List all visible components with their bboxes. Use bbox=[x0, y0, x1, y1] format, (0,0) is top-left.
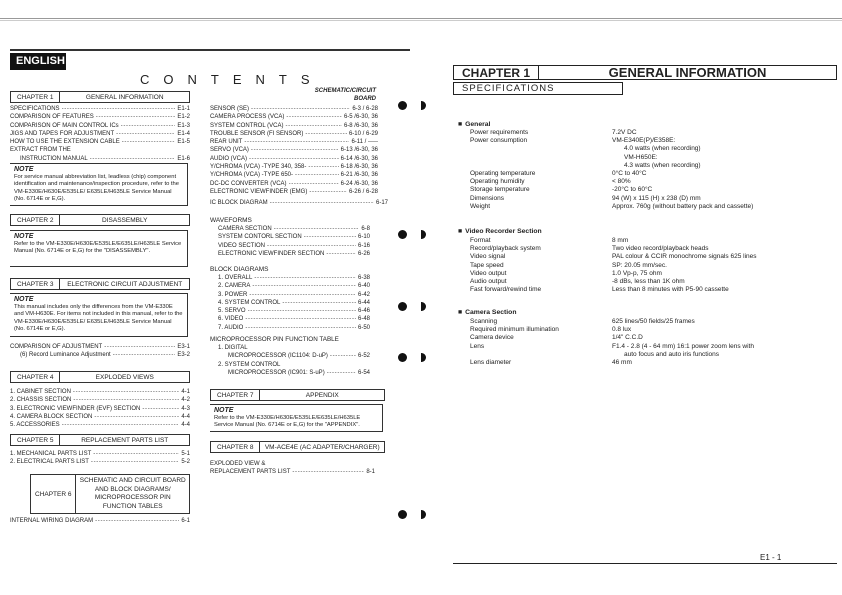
entry-title: MICROPROCESSOR (IC901: S-uP) bbox=[228, 369, 325, 376]
toc-row bbox=[218, 369, 370, 377]
entry-title: INSTRUCTION MANUAL bbox=[20, 155, 88, 162]
entry-title: 3. ELECTRONIC VIEWFINDER (EVF) SECTION bbox=[10, 405, 141, 412]
toc-row bbox=[218, 307, 370, 315]
spec-value: 4.0 watts (when recording) bbox=[624, 145, 701, 153]
entry-title: HOW TO USE THE EXTENSION CABLE bbox=[10, 139, 120, 146]
entry-page: 6-11 / ----- bbox=[351, 139, 378, 146]
binder-hole bbox=[398, 230, 407, 239]
spec-value: Less than 8 minutes with P5-90 cassette bbox=[612, 286, 729, 294]
entry-title: 7. AUDIO bbox=[218, 324, 244, 331]
toc-row bbox=[10, 351, 190, 359]
toc-row bbox=[210, 468, 375, 476]
entry-title: 2. CHASSIS SECTION bbox=[10, 397, 72, 404]
entry-title: COMPARISON OF ADJUSTMENT bbox=[10, 344, 103, 350]
entry-page: 6-50 bbox=[357, 324, 370, 331]
toc-row bbox=[218, 352, 370, 360]
note-heading: NOTE bbox=[14, 296, 34, 303]
toc-row bbox=[218, 250, 370, 258]
chapter-5-header bbox=[10, 434, 190, 446]
spec-label: Tape speed bbox=[470, 261, 504, 269]
toc-row bbox=[10, 122, 190, 130]
spec-row bbox=[470, 334, 830, 342]
entry-page: 6-21 /6-30, 36 bbox=[340, 172, 378, 179]
toc-row bbox=[218, 361, 370, 369]
spec-value: -20°C to 60°C bbox=[612, 186, 653, 194]
spec-label: Scanning bbox=[470, 318, 498, 325]
spec-value: F1.4 - 2.8 (4 - 64 mm) 16:1 power zoom lens with bbox=[612, 342, 754, 350]
chapter-number: CHAPTER 2 bbox=[11, 215, 60, 225]
toc-row bbox=[218, 344, 370, 352]
spec-label: Operating temperature bbox=[470, 170, 536, 178]
entry-title: (6) Record Luminance Adjustment bbox=[20, 352, 111, 359]
note-text: This manual includes only the differences from the VM-E330E and VM-H630E. For items not included in this manual, refer to the VM-E330E/H630E/E535LE/ E635LE/H635LE Service Manual (No. 6714E or E,G). bbox=[14, 303, 183, 333]
entry-title: 5. ACCESSORIES bbox=[10, 422, 60, 429]
note-text: For service manual abbreviation list, leadless (chip) component identification and maintenance/inspection procedure, refer to the VM-E330E/H630E/E535LE/ E635LE/H635LE Service Manual (No. 6714E or E,G). bbox=[14, 173, 179, 203]
spec-row bbox=[470, 253, 830, 261]
entry-title: 4. SYSTEM CONTROL bbox=[218, 299, 281, 306]
schematic-list bbox=[210, 105, 378, 196]
spec-value: 0°C to 40°C bbox=[612, 170, 647, 178]
entry-page: 6-8 /6-30, 36 bbox=[343, 122, 378, 129]
binder-hole bbox=[421, 510, 426, 519]
spec-row bbox=[470, 326, 830, 334]
contents-title: CONTENTS bbox=[140, 72, 324, 87]
entry-title: COMPARISON OF MAIN CONTROL ICs bbox=[10, 122, 119, 129]
entry-title: ELECTRONIC VIEWFINDER (EMG) bbox=[210, 188, 308, 195]
chapter-3-header bbox=[10, 278, 190, 290]
chapter-number: CHAPTER 5 bbox=[11, 435, 60, 445]
entry-title: CAMERA SECTION bbox=[218, 226, 272, 232]
entry-page: 6-13 /6-30, 36 bbox=[340, 147, 378, 154]
toc-row bbox=[10, 155, 190, 163]
spec-label: Record/playback system bbox=[470, 245, 541, 253]
note-heading: NOTE bbox=[14, 233, 34, 240]
entry-page: 4-2 bbox=[181, 397, 190, 404]
entry-page: 6-18 /6-30, 36 bbox=[340, 164, 378, 171]
toc-row bbox=[210, 122, 378, 130]
entry-page: 6-1 bbox=[181, 518, 190, 524]
spec-value: -8 dBs, less than 1K ohm bbox=[612, 278, 685, 286]
chapter-title-line: FUNCTION TABLES bbox=[102, 502, 163, 510]
toc-row bbox=[210, 146, 378, 154]
entry-page: 6-10 / 6-29 bbox=[348, 130, 378, 137]
entry-title: 2. ELECTRICAL PARTS LIST bbox=[10, 459, 89, 466]
toc-row bbox=[218, 233, 370, 241]
language-badge: ENGLISH bbox=[10, 53, 66, 70]
entry-title: JIGS AND TAPES FOR ADJUSTMENT bbox=[10, 130, 115, 137]
chapter-2-header bbox=[10, 214, 190, 226]
chapter-6-title bbox=[76, 475, 189, 513]
spec-row bbox=[470, 203, 830, 211]
entry-title: VIDEO SECTION bbox=[218, 242, 266, 249]
entry-page: E3-1 bbox=[177, 344, 190, 350]
toc-row bbox=[218, 242, 370, 250]
chapter-title: DISASSEMBLY bbox=[102, 216, 148, 224]
top-rule bbox=[0, 18, 842, 19]
toc-row bbox=[10, 105, 190, 113]
spec-value: 46 mm bbox=[612, 359, 632, 367]
chapter-title: APPENDIX bbox=[305, 391, 339, 399]
note-chapter-7 bbox=[210, 404, 383, 432]
entry-title: SERVO (VCA) bbox=[210, 147, 249, 154]
spec-label: Lens diameter bbox=[470, 359, 512, 367]
entry-page: 6-38 bbox=[357, 275, 370, 281]
entry-page: 4-4 bbox=[181, 422, 190, 429]
note-chapter-2 bbox=[10, 230, 188, 267]
spec-label bbox=[470, 154, 612, 162]
toc-row bbox=[10, 388, 190, 396]
entry-page: 6-46 bbox=[357, 308, 370, 315]
toc-row bbox=[10, 405, 190, 413]
toc-row bbox=[10, 413, 190, 421]
spec-value: 94 (W) x 115 (H) x 238 (D) mm bbox=[612, 194, 701, 202]
entry-page: 6-16 bbox=[357, 242, 370, 249]
entry-title: 1. MECHANICAL PARTS LIST bbox=[10, 451, 92, 457]
binder-hole bbox=[421, 230, 426, 239]
waveforms-title: WAVEFORMS bbox=[210, 217, 252, 224]
chapter-8-list bbox=[210, 460, 375, 477]
spec-row bbox=[470, 262, 830, 270]
toc-row bbox=[10, 146, 190, 154]
chapter-6-header bbox=[30, 474, 190, 514]
toc-row bbox=[210, 171, 378, 179]
entry-page: E1-1 bbox=[177, 106, 190, 112]
spec-label: Fast forward/rewind time bbox=[470, 286, 542, 294]
binder-hole bbox=[398, 353, 407, 362]
spec-label: Lens bbox=[470, 342, 485, 350]
chapter-title: VM-ACE4E (AC ADAPTER/CHARGER) bbox=[264, 443, 380, 451]
entry-title: Y/CHROMA (VCA) -TYPE 340, 358- bbox=[210, 164, 307, 171]
toc-row bbox=[210, 188, 378, 196]
chapter-number: CHAPTER 4 bbox=[11, 372, 60, 382]
chapter-title: GENERAL INFORMATION bbox=[85, 93, 164, 101]
spec-value: 1.0 Vp-p, 75 ohm bbox=[612, 269, 662, 277]
micro-title: MICROPROCESSOR PIN FUNCTION TABLE bbox=[210, 336, 339, 343]
entry-title: 2. CAMERA bbox=[218, 283, 251, 290]
entry-title: COMPARISON OF FEATURES bbox=[10, 114, 94, 121]
chapter-number: CHAPTER 1 bbox=[454, 66, 539, 79]
chapter-title: EXPLODED VIEWS bbox=[95, 373, 154, 381]
toc-row bbox=[210, 138, 378, 146]
spec-value: 7.2V DC bbox=[612, 129, 637, 136]
toc-row bbox=[210, 180, 378, 188]
entry-page: E3-2 bbox=[177, 352, 190, 359]
spec-value: VM-H650E: bbox=[624, 153, 658, 161]
chapter-4-list bbox=[10, 388, 190, 429]
entry-page: 4-3 bbox=[181, 405, 190, 412]
entry-title: 4. CAMERA BLOCK SECTION bbox=[10, 413, 93, 420]
spec-row bbox=[470, 129, 830, 137]
entry-page: 6-3 / 6-28 bbox=[352, 106, 378, 112]
entry-title: SPECIFICATIONS bbox=[10, 106, 60, 112]
chapter-1-list bbox=[10, 105, 190, 163]
toc-row bbox=[218, 225, 370, 233]
toc-row bbox=[218, 299, 370, 307]
toc-row bbox=[210, 130, 378, 138]
general-specs bbox=[470, 129, 830, 211]
top-rule-secondary bbox=[0, 20, 842, 21]
toc-row bbox=[210, 105, 378, 113]
spec-label: Required minimum illumination bbox=[470, 326, 559, 334]
right-chapter-header bbox=[453, 65, 837, 80]
chapter-number: CHAPTER 8 bbox=[211, 442, 260, 452]
chapter-number: CHAPTER 6 bbox=[31, 475, 76, 513]
binder-hole bbox=[398, 302, 407, 311]
spec-value: auto focus and auto iris functions bbox=[624, 350, 720, 358]
entry-page: 6-8 bbox=[361, 226, 370, 232]
binder-hole bbox=[398, 510, 407, 519]
toc-row bbox=[10, 138, 190, 146]
entry-title: 2. SYSTEM CONTROL bbox=[218, 361, 281, 368]
spec-value: 625 lines/50 fields/25 frames bbox=[612, 318, 695, 325]
entry-page: 5-1 bbox=[181, 451, 190, 457]
spec-value: VM-E340E(P)/E358E: bbox=[612, 137, 676, 145]
entry-page: E1-5 bbox=[177, 139, 190, 146]
entry-page: 4-1 bbox=[181, 389, 190, 395]
note-heading: NOTE bbox=[14, 166, 34, 173]
spec-label: Dimensions bbox=[470, 194, 504, 202]
chapter-number: CHAPTER 7 bbox=[211, 390, 260, 400]
chapter-title: GENERAL INFORMATION bbox=[608, 65, 767, 80]
video-recorder-section-title: ■ Video Recorder Section bbox=[458, 228, 542, 235]
spec-label: Video output bbox=[470, 269, 507, 277]
binder-hole bbox=[398, 101, 407, 110]
entry-page: E1-4 bbox=[177, 130, 190, 137]
ic-block-row bbox=[210, 199, 388, 207]
entry-title: ELECTRONIC VIEWFINDER SECTION bbox=[218, 250, 325, 257]
spec-row bbox=[470, 351, 830, 359]
camera-section-title: ■ Camera Section bbox=[458, 309, 516, 316]
toc-row bbox=[10, 130, 190, 138]
toc-row bbox=[210, 113, 378, 121]
spec-label bbox=[470, 351, 612, 359]
chapter-7-header bbox=[210, 389, 385, 401]
toc-row bbox=[218, 291, 370, 299]
entry-page: 6-10 bbox=[357, 234, 370, 241]
toc-row bbox=[10, 421, 190, 429]
entry-title: 6. VIDEO bbox=[218, 316, 244, 323]
entry-title: 3. POWER bbox=[218, 291, 248, 298]
note-chapter-1 bbox=[10, 163, 188, 206]
specifications-header: SPECIFICATIONS bbox=[453, 82, 623, 95]
chapter-title: ELECTRONIC CIRCUIT ADJUSTMENT bbox=[67, 280, 183, 288]
toc-row bbox=[210, 460, 375, 468]
note-chapter-3 bbox=[10, 293, 188, 337]
entry-title: INTERNAL WIRING DIAGRAM bbox=[10, 518, 94, 524]
entry-title: 1. CABINET SECTION bbox=[10, 389, 71, 395]
spec-row bbox=[470, 137, 830, 145]
toc-row bbox=[218, 324, 370, 332]
toc-row bbox=[218, 315, 370, 323]
header-rule bbox=[10, 49, 410, 51]
camera-specs bbox=[470, 318, 830, 367]
binder-hole bbox=[421, 101, 426, 110]
entry-title: SYSTEM CONTORL SECTION bbox=[218, 234, 302, 241]
toc-row bbox=[10, 396, 190, 404]
note-text: Refer to the VM-E330E/H630E/E535LE/E635LE/H635LE Service Manual (No. 6714E or E,G) for the "DISASSEMBLY". bbox=[14, 240, 182, 255]
spec-label: Audio output bbox=[470, 278, 507, 286]
entry-page: E1-6 bbox=[177, 155, 190, 162]
spec-label: Camera device bbox=[470, 334, 514, 342]
binder-hole bbox=[421, 353, 426, 362]
note-heading: NOTE bbox=[214, 407, 234, 414]
entry-page: 6-42 bbox=[357, 291, 370, 298]
spec-label: Power requirements bbox=[470, 129, 529, 136]
toc-row bbox=[10, 113, 190, 121]
toc-row bbox=[218, 274, 370, 282]
spec-label bbox=[470, 162, 612, 170]
toc-row bbox=[218, 282, 370, 290]
chapter-number: CHAPTER 1 bbox=[11, 92, 60, 102]
chapter-title-line: MICROPROCESSOR PIN bbox=[94, 494, 171, 501]
waveforms-list bbox=[218, 225, 370, 258]
page-number: E1 - 1 bbox=[760, 553, 782, 562]
entry-page: 4-4 bbox=[181, 413, 190, 420]
entry-title: Y/CHROMA (VCA) -TYPE 650- bbox=[210, 172, 294, 179]
block-diagrams-title: BLOCK DIAGRAMS bbox=[210, 266, 269, 273]
spec-row bbox=[470, 318, 830, 326]
entry-title: MICROPROCESSOR (IC1104: D-uP) bbox=[228, 353, 328, 360]
general-section-title: ■ General bbox=[458, 121, 490, 128]
spec-label: Storage temperature bbox=[470, 186, 530, 194]
toc-row bbox=[210, 155, 378, 163]
spec-value: 8 mm bbox=[612, 237, 629, 244]
entry-page: 6-48 bbox=[357, 316, 370, 323]
entry-page: 6-52 bbox=[357, 353, 370, 360]
chapter-5-list bbox=[10, 450, 190, 467]
spec-row bbox=[470, 270, 830, 278]
internal-wiring-row bbox=[10, 517, 190, 525]
toc-row bbox=[10, 343, 190, 351]
spec-label: Operating humidity bbox=[470, 178, 525, 186]
block-diagrams-list bbox=[218, 274, 370, 332]
spec-row bbox=[470, 359, 830, 367]
entry-page: 6-44 bbox=[357, 299, 370, 306]
chapter-1-header bbox=[10, 91, 190, 103]
entry-page: 6-40 bbox=[357, 283, 370, 290]
entry-title: CAMERA PROCESS (VCA) bbox=[210, 114, 285, 121]
entry-title: EXPLODED VIEW & bbox=[210, 461, 266, 467]
spec-value: < 80% bbox=[612, 178, 631, 186]
toc-row bbox=[10, 450, 190, 458]
entry-page: E1-3 bbox=[177, 122, 190, 129]
spec-value: 0.8 lux bbox=[612, 326, 632, 334]
micro-list bbox=[218, 344, 370, 377]
chapter-3-list bbox=[10, 343, 190, 360]
entry-title: TROUBLE SENSOR (FI SENSOR) bbox=[210, 130, 304, 137]
entry-title: 5. SERVO bbox=[218, 308, 246, 315]
spec-row bbox=[470, 278, 830, 286]
chapter-8-header bbox=[210, 441, 385, 453]
entry-page: 6-54 bbox=[357, 369, 370, 376]
spec-label: Weight bbox=[470, 202, 491, 210]
chapter-number: CHAPTER 3 bbox=[11, 279, 60, 289]
spec-value: SP: 20.05 mm/sec. bbox=[612, 261, 667, 269]
footer-rule bbox=[453, 563, 837, 564]
spec-value: PAL colour & CCIR monochrome signals 625 lines bbox=[612, 253, 757, 261]
spec-row bbox=[470, 237, 830, 245]
chapter-title-line: SCHEMATIC AND CIRCUIT BOARD bbox=[79, 477, 186, 484]
entry-title: AUDIO (VCA) bbox=[210, 155, 248, 162]
entry-title: REPLACEMENT PARTS LIST bbox=[210, 469, 291, 476]
binder-hole bbox=[421, 302, 426, 311]
entry-title: SYSTEM CONTROL (VCA) bbox=[210, 122, 284, 129]
spec-value: Two video record/playback heads bbox=[612, 245, 709, 253]
entry-title: SENSOR (SE) bbox=[210, 106, 250, 112]
spec-row bbox=[470, 154, 830, 162]
entry-title: DC-DC CONVERTER (VCA) bbox=[210, 180, 287, 187]
spec-row bbox=[470, 170, 830, 178]
spec-row bbox=[470, 145, 830, 153]
entry-page: 6-24 /6-30, 36 bbox=[340, 180, 378, 187]
spec-label: Video signal bbox=[470, 253, 506, 261]
entry-title: 1. OVERALL bbox=[218, 275, 253, 281]
entry-title: EXTRACT FROM THE bbox=[10, 147, 71, 154]
spec-value: Approx. 760g (without battery pack and cassette) bbox=[612, 202, 754, 210]
spec-row bbox=[470, 195, 830, 203]
entry-title: REAR UNIT bbox=[210, 139, 243, 146]
entry-title: IC BLOCK DIAGRAM bbox=[210, 200, 268, 206]
entry-page: E1-2 bbox=[177, 114, 190, 121]
schematic-board-header bbox=[312, 87, 376, 103]
spec-row bbox=[470, 186, 830, 194]
spec-value: 4.3 watts (when recording) bbox=[624, 161, 701, 169]
spec-label: Format bbox=[470, 237, 491, 244]
column-header-line: SCHEMATIC/CIRCUIT bbox=[314, 88, 376, 94]
spec-label: Power consumption bbox=[470, 137, 528, 145]
entry-page: 6-26 bbox=[357, 250, 370, 257]
entry-page: 6-26 / 6-28 bbox=[348, 188, 378, 195]
spec-row bbox=[470, 343, 830, 351]
column-header-line: BOARD bbox=[354, 96, 376, 102]
chapter-4-header bbox=[10, 371, 190, 383]
chapter-title: REPLACEMENT PARTS LIST bbox=[81, 436, 169, 444]
spec-label bbox=[470, 145, 612, 153]
note-text: Refer to the VM-E330E/H630E/E535LE/E635LE/H635LE Service Manual (No. 6714E or E,G) for the "APPENDIX". bbox=[214, 414, 361, 429]
entry-title: 1. DIGITAL bbox=[218, 345, 248, 351]
entry-page: 5-2 bbox=[181, 459, 190, 466]
spec-row bbox=[470, 286, 830, 294]
entry-page: 8-1 bbox=[366, 469, 375, 476]
entry-page: 6-5 /6-30, 36 bbox=[343, 114, 378, 121]
spec-value: 1/4" C.C.D bbox=[612, 334, 643, 342]
spec-row bbox=[470, 162, 830, 170]
video-recorder-specs bbox=[470, 237, 830, 294]
toc-row bbox=[10, 458, 190, 466]
toc-row bbox=[210, 163, 378, 171]
chapter-title-line: AND BLOCK DIAGRAMS/ bbox=[94, 485, 171, 493]
entry-page: 6-14 /6-30, 36 bbox=[340, 155, 378, 162]
entry-page: 6-17 bbox=[375, 200, 388, 206]
spec-row bbox=[470, 245, 830, 253]
